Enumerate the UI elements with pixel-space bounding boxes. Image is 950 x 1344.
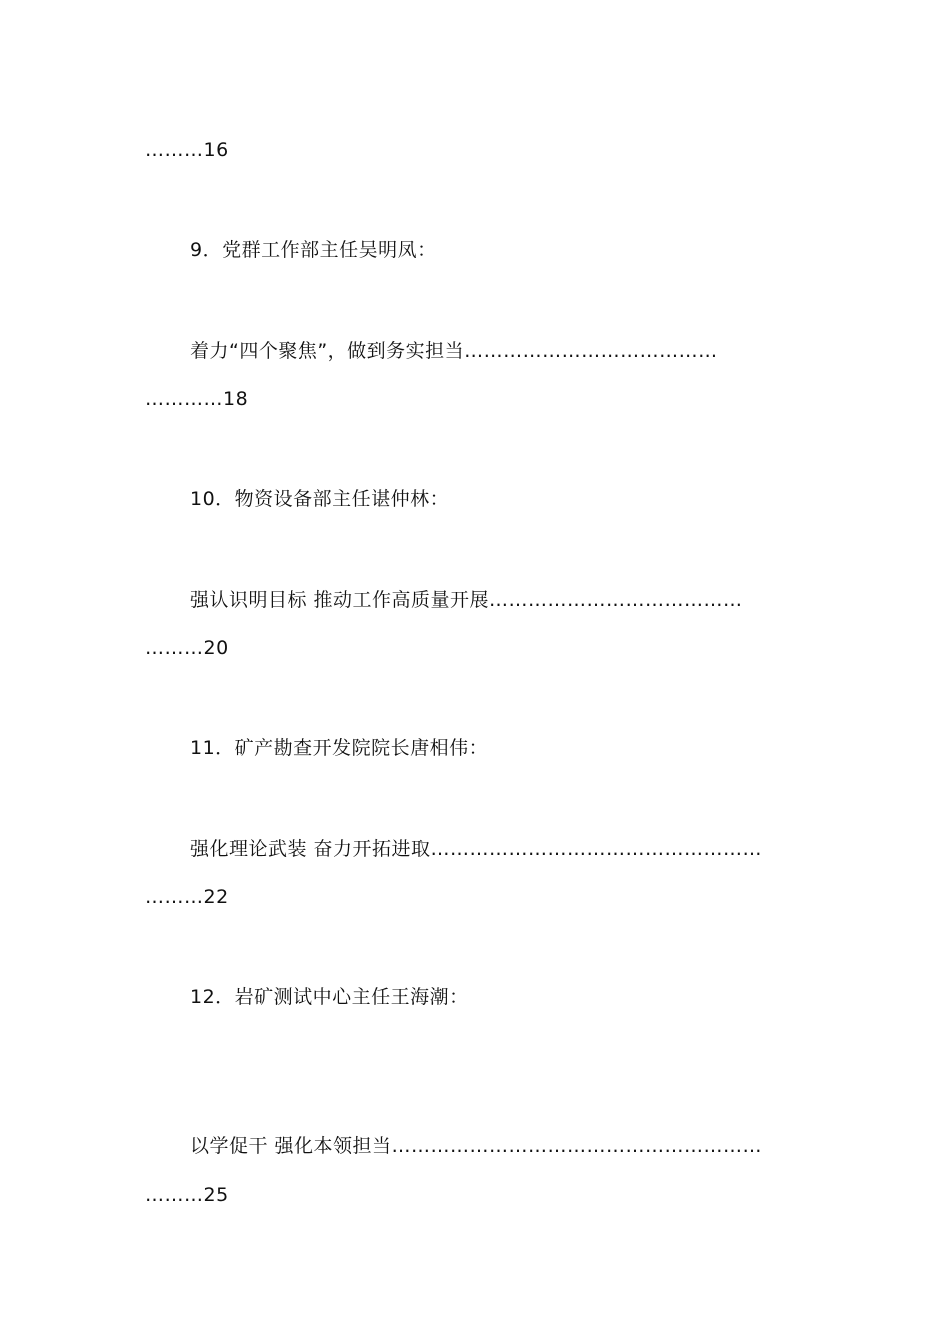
toc-entry-12-heading: 12．岩矿测试中心主任王海潮：	[190, 986, 469, 1008]
toc-entry-10-title: 强认识明目标 推动工作高质量开展…………………………………	[190, 589, 743, 611]
toc-entry-9-title: 着力“四个聚焦”，做到务实担当…………………………………	[190, 340, 718, 362]
toc-entry-9-page-ref: …………18	[145, 388, 249, 410]
toc-entry-8-page-ref: ………16	[145, 139, 229, 161]
toc-entry-10-page-ref: ………20	[145, 637, 229, 659]
toc-entry-10-heading: 10．物资设备部主任谌仲林：	[190, 488, 450, 510]
toc-entry-11-title: 强化理论武装 奋力开拓进取……………………………………………	[190, 838, 763, 860]
toc-entry-12-page-ref: ………25	[145, 1184, 229, 1206]
toc-entry-11-heading: 11．矿产勘查开发院院长唐相伟：	[190, 737, 489, 759]
toc-entry-12-title: 以学促干 强化本领担当…………………………………………………	[190, 1135, 763, 1157]
toc-entry-9-heading: 9．党群工作部主任吴明凤：	[190, 239, 437, 261]
toc-entry-11-page-ref: ………22	[145, 886, 229, 908]
